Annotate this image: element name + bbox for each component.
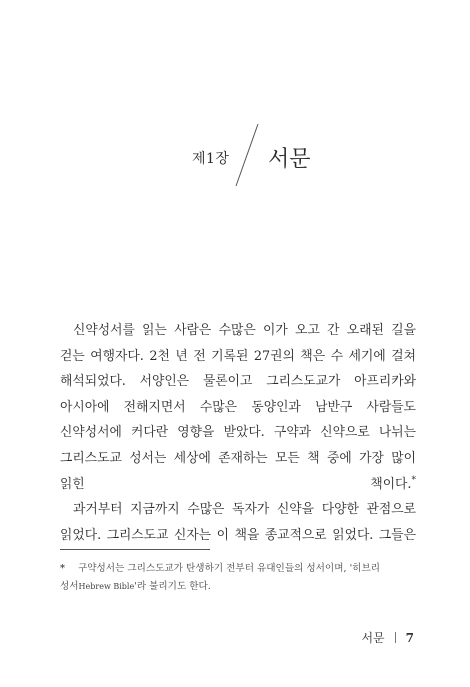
chapter-header: [0, 118, 470, 198]
chapter-number: 제1장: [192, 151, 230, 167]
chapter-title: 서문: [268, 147, 311, 172]
footnote: [60, 560, 416, 596]
footer-separator: [395, 632, 396, 643]
footnote-marker: *: [60, 563, 66, 574]
body-paragraph: [60, 497, 416, 548]
chapter-divider-slash: [232, 122, 262, 188]
footnote-text: 구약성서는 그리스도교가 탄생하기 전부터 유대인들의 성서이며, '히브리 성서: [60, 563, 381, 592]
page-number: 7: [405, 631, 414, 645]
footnote-text-end: '라 불리기도 한다.: [134, 581, 211, 592]
page-footer: [361, 629, 414, 646]
footnote-reference: *: [411, 475, 416, 486]
paragraph-text: 과거부터 지금까지 수많은 독자가 신약을 다양한 관점으로 읽었다. 그리스도교 신자는 이 책을 종교적으로 읽었다. 그들은: [60, 502, 416, 543]
body-text: [60, 318, 416, 548]
paragraph-text: 신약성서를 읽는 사람은 수많은 이가 오고 간 오래된 길을 걷는 여행자다. 2천 년 전 기록된 27권의 책은 수 세기에 걸쳐 해석되었다. 서양인은 물론이고 그리스도교가 아프리카와 아시아에 전해지면서 수많은 동양인과 남반구 사람들도 신약성서에 커다란 영향을 받았다. 구약과 신약으로 나뉘는 그리스도교 성서는 세상에 존재하는 모든 책 중에 가장 많이 읽힌 책이다.: [60, 323, 416, 492]
footnote-divider: [60, 549, 210, 550]
running-section-title: 서문: [361, 631, 385, 645]
footnote-english-term: Hebrew Bible: [78, 582, 135, 591]
body-paragraph: [60, 318, 416, 497]
